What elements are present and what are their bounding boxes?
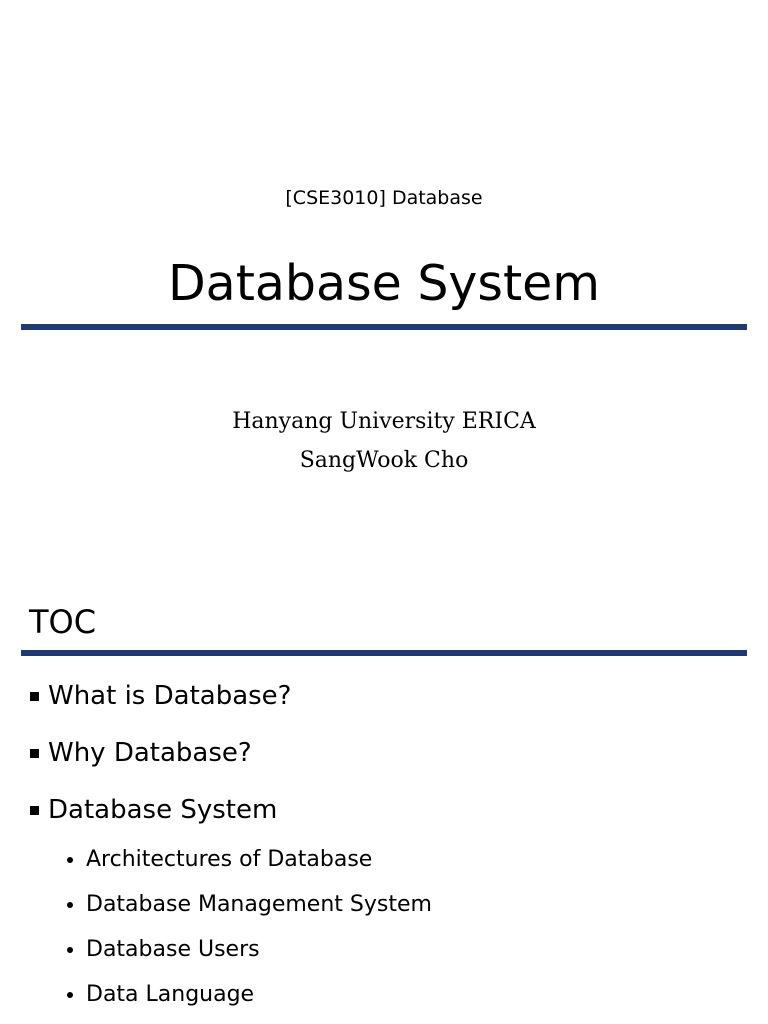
toc-sub-item-label: Data Language (86, 982, 255, 1007)
toc-sub-item-label: Architectures of Database (86, 847, 373, 872)
round-bullet-icon (67, 992, 73, 998)
toc-sub-item (67, 980, 254, 1010)
author-block (0, 402, 768, 480)
round-bullet-icon (67, 947, 73, 953)
institution: Hanyang University ERICA (232, 409, 536, 434)
title-divider (21, 324, 747, 330)
toc-title: TOC (29, 603, 97, 641)
toc-item-label: Why Database? (48, 738, 252, 768)
toc-divider (21, 650, 747, 656)
toc-item-label: What is Database? (48, 681, 292, 711)
author-name: SangWook Cho (299, 448, 469, 473)
round-bullet-icon (67, 857, 73, 863)
toc-slide (0, 570, 768, 1024)
square-bullet-icon (30, 749, 39, 758)
toc-item (30, 735, 252, 771)
square-bullet-icon (30, 692, 39, 701)
toc-sub-item-label: Database Management System (86, 892, 432, 917)
toc-sub-item-label: Database Users (86, 937, 260, 962)
toc-sub-item (67, 890, 432, 920)
round-bullet-icon (67, 902, 73, 908)
toc-sub-item (67, 935, 260, 965)
square-bullet-icon (30, 806, 39, 815)
slide-title: Database System (167, 255, 601, 312)
toc-item (30, 678, 291, 714)
toc-sub-item (67, 845, 372, 875)
toc-item-label: Database System (48, 795, 278, 825)
toc-item (30, 792, 277, 828)
course-code: [CSE3010] Database (285, 187, 483, 209)
